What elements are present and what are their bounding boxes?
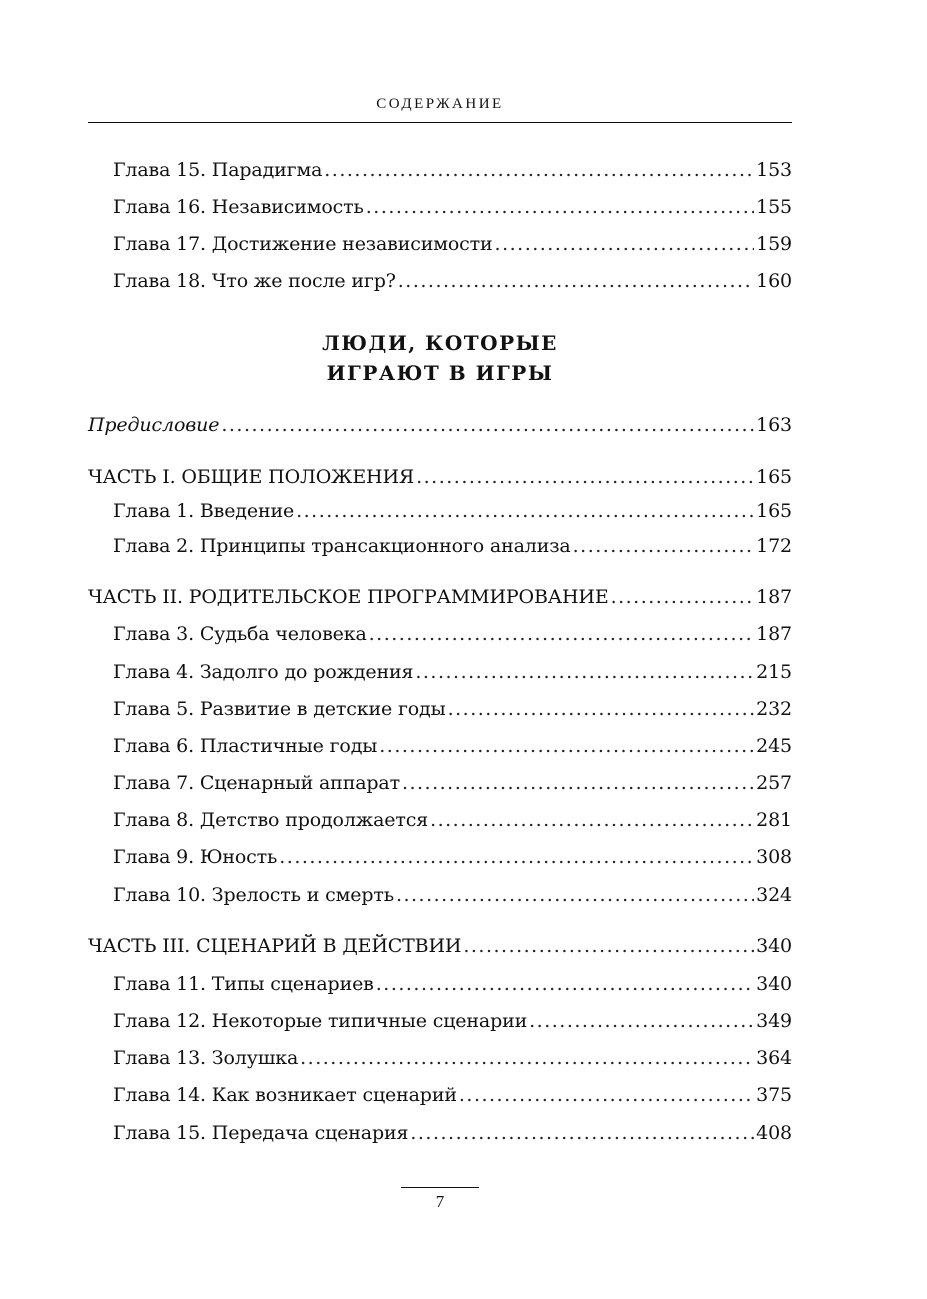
toc-entry [113, 622, 792, 646]
toc-entry-title: Глава 14. Как возникает сценарий [113, 1084, 457, 1106]
leader-dots [495, 232, 755, 256]
leader-dots [366, 195, 754, 219]
page-number: 7 [435, 1192, 445, 1211]
toc-entry-page: 364 [756, 1047, 792, 1069]
toc-entry-page: 187 [756, 586, 792, 608]
toc-entry-title: Глава 17. Достижение независимости [113, 233, 493, 255]
toc-entry [113, 1046, 792, 1070]
toc-entry-page: 324 [756, 884, 792, 906]
toc-entry-title: Глава 3. Судьба человека [113, 623, 367, 645]
toc-entry-page: 163 [756, 414, 792, 436]
toc-entry-page: 245 [756, 735, 792, 757]
toc-entry [113, 771, 792, 795]
toc-entry-title: Глава 8. Детство продолжается [113, 809, 429, 831]
toc-entry [113, 269, 792, 293]
toc-part-heading [88, 585, 792, 609]
toc-entry-page: 159 [756, 233, 792, 255]
toc-entry [113, 534, 792, 558]
toc-entry-title: ЧАСТЬ III. СЦЕНАРИЙ В ДЕЙСТВИИ [88, 935, 462, 957]
toc-part-heading [88, 465, 792, 489]
leader-dots [279, 845, 754, 869]
toc-entry-title: Глава 16. Независимость [113, 196, 364, 218]
toc-entry [113, 972, 792, 996]
leader-dots [529, 1009, 754, 1033]
toc-entry-page: 160 [756, 270, 792, 292]
toc-entry [113, 1009, 792, 1033]
toc-entry [113, 883, 792, 907]
leader-dots [448, 697, 755, 721]
toc-entry-title: Глава 11. Типы сценариев [113, 973, 374, 995]
leader-dots [573, 534, 755, 558]
leader-dots [463, 934, 754, 958]
toc-entry [113, 808, 792, 832]
toc-entry-page: 172 [756, 535, 792, 557]
toc-entry [113, 158, 792, 182]
leader-dots [296, 499, 754, 523]
leader-dots [459, 1083, 754, 1107]
toc-entry-page: 165 [756, 500, 792, 522]
toc-entry [113, 845, 792, 869]
book-title-line-2: ИГРАЮТ В ИГРЫ [326, 361, 554, 385]
toc-entry-title: Глава 1. Введение [113, 500, 295, 522]
toc-entry-title: ЧАСТЬ I. ОБЩИЕ ПОЛОЖЕНИЯ [88, 466, 415, 488]
toc-entry-page: 165 [756, 466, 792, 488]
toc-entry-page: 408 [756, 1122, 792, 1144]
toc-entry [113, 660, 792, 684]
leader-dots [430, 808, 754, 832]
toc-entry-title: Глава 7. Сценарный аппарат [113, 772, 400, 794]
leader-dots [611, 585, 755, 609]
leader-dots [324, 158, 754, 182]
toc-entry-title: ЧАСТЬ II. РОДИТЕЛЬСКОЕ ПРОГРАММИРОВАНИЕ [88, 586, 609, 608]
toc-entry-title: Предисловие [88, 414, 220, 436]
toc-entry [113, 734, 792, 758]
toc-entry [113, 1083, 792, 1107]
toc-entry-title: Глава 4. Задолго до рождения [113, 661, 414, 683]
toc-entry-title: Глава 18. Что же после игр? [113, 270, 396, 292]
toc-entry [113, 499, 792, 523]
toc-entry-page: 232 [756, 698, 792, 720]
toc-entry-title: Глава 6. Пластичные годы [113, 735, 378, 757]
toc-entry-page: 308 [756, 846, 792, 868]
toc-entry-title: Глава 10. Зрелость и смерть [113, 884, 394, 906]
book-title-line-1: ЛЮДИ, КОТОРЫЕ [322, 331, 558, 355]
toc-entry-page: 187 [756, 623, 792, 645]
toc-entry-page: 215 [756, 661, 792, 683]
toc-entry-title: Глава 5. Развитие в детские годы [113, 698, 446, 720]
header-rule [88, 122, 792, 123]
toc-entry-page: 153 [756, 159, 792, 181]
toc-entry-title: Глава 9. Юность [113, 846, 278, 868]
toc-entry-page: 340 [756, 973, 792, 995]
running-head: СОДЕРЖАНИЕ [376, 96, 504, 112]
toc-entry-title: Глава 15. Парадигма [113, 159, 323, 181]
toc-entry-page: 375 [756, 1084, 792, 1106]
leader-dots [415, 660, 754, 684]
toc-entry [113, 697, 792, 721]
toc-entry-title: Глава 12. Некоторые типичные сценарии [113, 1010, 528, 1032]
toc-entry-page: 281 [756, 809, 792, 831]
leader-dots [376, 972, 754, 996]
toc-entry-title: Глава 2. Принципы трансакционного анализа [113, 535, 571, 557]
toc-entry-page: 257 [756, 772, 792, 794]
toc-entry [113, 232, 792, 256]
toc-entry-preface [88, 413, 792, 437]
leader-dots [300, 1046, 754, 1070]
toc-entry [113, 195, 792, 219]
leader-dots [410, 1121, 754, 1145]
leader-dots [402, 771, 754, 795]
leader-dots [398, 269, 754, 293]
leader-dots [221, 413, 754, 437]
toc-entry-title: Глава 13. Золушка [113, 1047, 299, 1069]
toc-entry-page: 340 [756, 935, 792, 957]
leader-dots [369, 622, 755, 646]
leader-dots [379, 734, 754, 758]
folio-rule [401, 1187, 479, 1188]
toc-entry-page: 155 [756, 196, 792, 218]
toc-entry-page: 349 [756, 1010, 792, 1032]
toc-entry [113, 1121, 792, 1145]
toc-entry-title: Глава 15. Передача сценария [113, 1122, 409, 1144]
leader-dots [416, 465, 754, 489]
toc-part-heading [88, 934, 792, 958]
leader-dots [396, 883, 754, 907]
